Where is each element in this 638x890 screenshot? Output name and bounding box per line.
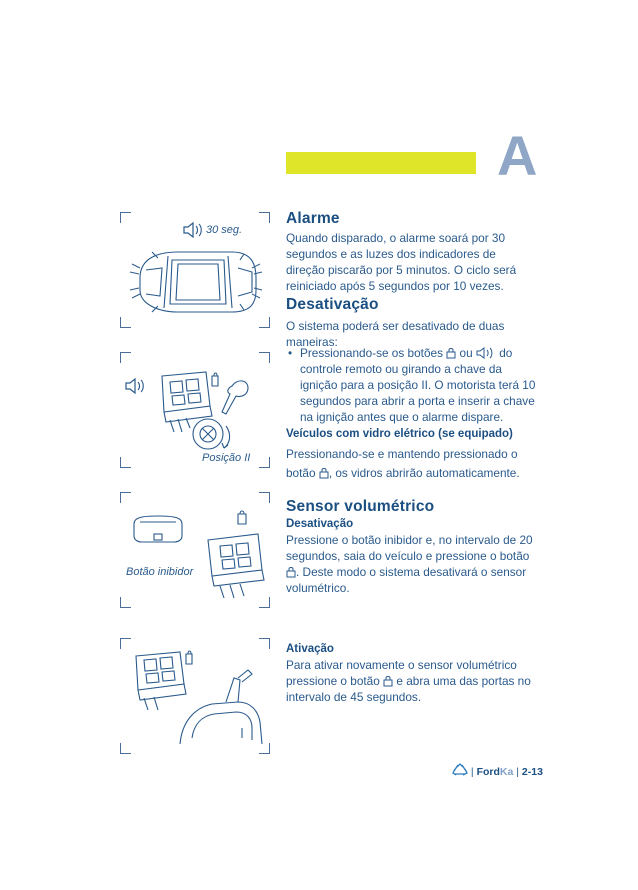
paragraph-sensor-desativacao xyxy=(286,532,538,596)
footer-separator: | xyxy=(470,766,474,778)
subheading-vidro-eletrico: Veículos com vidro elétrico (se equipado) xyxy=(286,428,513,440)
figure-caption: Botão inibidor xyxy=(126,566,194,578)
frame-corner xyxy=(120,212,131,223)
paragraph-text: botão xyxy=(286,466,316,480)
lock-button-icon xyxy=(319,467,329,479)
lock-button-icon xyxy=(446,347,456,359)
figure-caption: Posição II xyxy=(202,452,251,464)
bullet-text: Pressionando-se os botões xyxy=(300,346,443,360)
frame-corner xyxy=(259,457,270,468)
heading-desativacao: Desativação xyxy=(286,296,379,313)
paragraph-text: . Deste modo o sistema desativará o sensor volumétrico. xyxy=(286,565,527,595)
section-letter: A xyxy=(497,124,538,187)
footer-separator: | xyxy=(516,766,519,778)
frame-corner xyxy=(259,492,270,503)
page-number: 2-13 xyxy=(521,766,543,778)
paragraph-text: Pressionando-se e mantendo pressionado o xyxy=(286,447,518,461)
heading-alarme: Alarme xyxy=(286,210,340,227)
remote-key-illustration xyxy=(202,506,268,602)
bullet-text: do controle remoto ou girando a chave da ignição para a posição II. O motorista terá 10 segundos para abrir a porta e inserir a chave na ignição antes que o alarme dispare. xyxy=(300,346,536,424)
paragraph-text: , os vidros abrirão automaticamente. xyxy=(328,466,520,480)
paragraph-desativacao-intro: O sistema poderá ser desativado de duas maneiras: xyxy=(286,319,505,349)
inhibitor-module-illustration xyxy=(128,512,188,552)
frame-corner xyxy=(120,457,131,468)
frame-corner xyxy=(259,212,270,223)
section-color-bar xyxy=(286,152,476,174)
lock-button-icon xyxy=(286,566,296,578)
speaker-icon xyxy=(182,222,204,238)
bullet-list xyxy=(286,345,536,425)
speaker-button-icon xyxy=(476,347,496,359)
lock-button-icon xyxy=(383,675,393,687)
paragraph-text: Para ativar novamente o sensor volumétrico pressione o botão xyxy=(286,658,517,688)
footer-brand: Ford xyxy=(476,766,500,778)
figure-caption: 30 seg. xyxy=(206,224,243,236)
figure-key-ignition xyxy=(120,352,270,468)
car-top-illustration xyxy=(128,238,264,324)
page-footer xyxy=(452,763,543,778)
paragraph-vidro-eletrico xyxy=(286,445,536,483)
heading-sensor-volumetrico: Sensor volumétrico xyxy=(286,498,435,515)
paragraph-text: Pressione o botão inibidor e, no intervalo de 20 segundos, saia do veículo e pressione o botão xyxy=(286,533,533,563)
paragraph-text: e abra uma das portas no intervalo de 45 segundos. xyxy=(286,674,531,704)
list-item xyxy=(300,345,536,425)
paragraph-sensor-ativacao xyxy=(286,657,538,705)
frame-corner xyxy=(120,492,131,503)
remote-door-illustration xyxy=(130,648,266,748)
frame-corner xyxy=(120,352,131,363)
recycle-icon xyxy=(452,763,468,777)
footer-brand-model: Ka xyxy=(499,766,514,778)
remote-key-illustration xyxy=(148,362,268,458)
figure-open-door xyxy=(120,638,270,754)
frame-corner xyxy=(120,597,131,608)
speaker-icon xyxy=(124,378,146,394)
figure-alarm-car xyxy=(120,212,270,328)
subheading-desativacao: Desativação xyxy=(286,518,354,530)
subheading-ativacao: Ativação xyxy=(286,643,334,655)
figure-inhibitor-button xyxy=(120,492,270,608)
bullet-text: ou xyxy=(459,346,473,360)
paragraph-alarme: Quando disparado, o alarme soará por 30 segundos e as luzes dos indicadores de direção piscarão por 5 minutos. O ciclo será reiniciado após 5 segundos por 10 vezes. xyxy=(286,231,517,293)
